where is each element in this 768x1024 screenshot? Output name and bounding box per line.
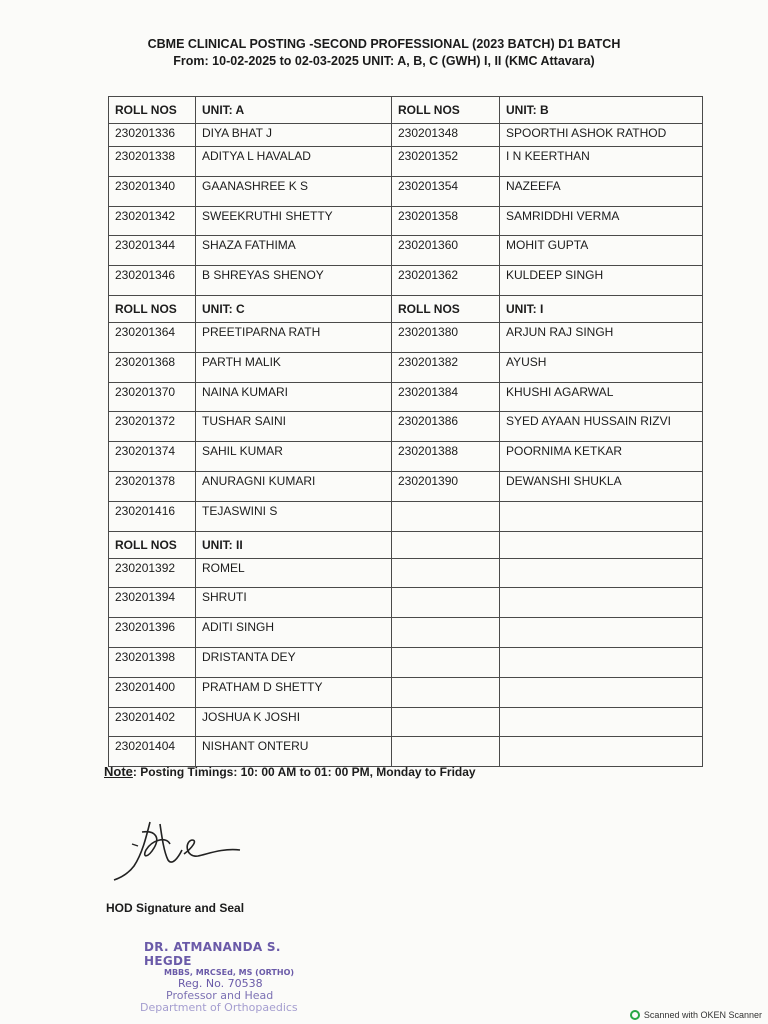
table-cell: 230201362 xyxy=(392,266,500,296)
table-row xyxy=(109,236,703,266)
table-cell: 230201390 xyxy=(392,471,500,501)
table-cell xyxy=(392,647,500,677)
table-cell: 230201348 xyxy=(392,124,500,147)
table-cell: 230201370 xyxy=(109,382,196,412)
table-cell: 230201342 xyxy=(109,206,196,236)
heading-line-1: CBME CLINICAL POSTING -SECOND PROFESSIONAL (2023 BATCH) D1 BATCH xyxy=(147,37,621,51)
note-label: Note xyxy=(104,764,133,779)
table-cell xyxy=(500,618,703,648)
table-cell xyxy=(500,677,703,707)
table-cell: 230201404 xyxy=(109,737,196,767)
table-cell: POORNIMA KETKAR xyxy=(500,442,703,472)
table-cell: 230201340 xyxy=(109,176,196,206)
table-row xyxy=(109,322,703,352)
table-cell: 230201400 xyxy=(109,677,196,707)
oken-scanner-icon xyxy=(630,1010,640,1020)
table-cell xyxy=(392,677,500,707)
document-heading xyxy=(0,36,768,70)
table-cell: ROLL NOS xyxy=(109,97,196,124)
table-row xyxy=(109,352,703,382)
table-cell: 230201394 xyxy=(109,588,196,618)
table-cell: KHUSHI AGARWAL xyxy=(500,382,703,412)
department-seal xyxy=(140,940,320,1014)
table-cell: PARTH MALIK xyxy=(196,352,392,382)
table-cell: 230201346 xyxy=(109,266,196,296)
table-row xyxy=(109,266,703,296)
table-cell: NAZEEFA xyxy=(500,176,703,206)
table-row xyxy=(109,588,703,618)
scanner-text: Scanned with OKEN Scanner xyxy=(643,1010,762,1020)
table-header-row xyxy=(109,97,703,124)
table-cell: ARJUN RAJ SINGH xyxy=(500,322,703,352)
table-row xyxy=(109,471,703,501)
table-cell xyxy=(500,707,703,737)
table-cell xyxy=(500,558,703,588)
table-cell xyxy=(392,588,500,618)
table-cell: I N KEERTHAN xyxy=(500,147,703,177)
table-cell: JOSHUA K JOSHI xyxy=(196,707,392,737)
heading-line-2: From: 10-02-2025 to 02-03-2025 UNIT: A, B, C (GWH) I, II (KMC Attavara) xyxy=(173,54,595,68)
table-cell xyxy=(392,501,500,531)
table-cell: PREETIPARNA RATH xyxy=(196,322,392,352)
seal-degrees: MBBS, MRCSEd, MS (ORTHO) xyxy=(164,968,295,977)
note-text: : Posting Timings: 10: 00 AM to 01: 00 PM, Monday to Friday xyxy=(132,765,476,779)
table-cell: UNIT: C xyxy=(196,295,392,322)
table-cell xyxy=(500,737,703,767)
table-cell: 230201344 xyxy=(109,236,196,266)
table-cell xyxy=(392,531,500,558)
table-cell: 230201336 xyxy=(109,124,196,147)
table-cell: SHRUTI xyxy=(196,588,392,618)
table-cell: DRISTANTA DEY xyxy=(196,647,392,677)
table-cell: 230201392 xyxy=(109,558,196,588)
seal-designation: Professor and Head xyxy=(166,989,274,1002)
table-cell: 230201388 xyxy=(392,442,500,472)
table-cell: 230201372 xyxy=(109,412,196,442)
table-cell xyxy=(500,531,703,558)
table-cell: UNIT: A xyxy=(196,97,392,124)
table-cell: 230201338 xyxy=(109,147,196,177)
table-cell: SPOORTHI ASHOK RATHOD xyxy=(500,124,703,147)
table-cell: 230201364 xyxy=(109,322,196,352)
table-cell: 230201368 xyxy=(109,352,196,382)
table-cell: 230201402 xyxy=(109,707,196,737)
table-cell: UNIT: II xyxy=(196,531,392,558)
table-cell: 230201382 xyxy=(392,352,500,382)
table-cell: 230201352 xyxy=(392,147,500,177)
table-row xyxy=(109,412,703,442)
table-row xyxy=(109,618,703,648)
scanner-watermark xyxy=(630,1010,762,1020)
table-row xyxy=(109,647,703,677)
table-cell: UNIT: B xyxy=(500,97,703,124)
table-cell: NAINA KUMARI xyxy=(196,382,392,412)
table-header-row xyxy=(109,531,703,558)
table-row xyxy=(109,206,703,236)
table-cell xyxy=(392,707,500,737)
table-row xyxy=(109,737,703,767)
seal-name: DR. ATMANANDA S. HEGDE xyxy=(144,940,281,968)
table-cell xyxy=(392,558,500,588)
table-cell: 230201384 xyxy=(392,382,500,412)
table-row xyxy=(109,501,703,531)
table-cell: 230201398 xyxy=(109,647,196,677)
table-cell: ANURAGNI KUMARI xyxy=(196,471,392,501)
table-cell xyxy=(392,737,500,767)
table-cell: 230201378 xyxy=(109,471,196,501)
table-cell xyxy=(500,501,703,531)
hod-signature-label: HOD Signature and Seal xyxy=(106,901,245,915)
table-cell: SYED AYAAN HUSSAIN RIZVI xyxy=(500,412,703,442)
table-cell: DEWANSHI SHUKLA xyxy=(500,471,703,501)
table-cell: MOHIT GUPTA xyxy=(500,236,703,266)
table-row xyxy=(109,442,703,472)
table-cell xyxy=(392,618,500,648)
table-cell: B SHREYAS SHENOY xyxy=(196,266,392,296)
seal-reg: Reg. No. 70538 xyxy=(178,977,263,990)
table-row xyxy=(109,558,703,588)
table-cell: AYUSH xyxy=(500,352,703,382)
table-cell: SAHIL KUMAR xyxy=(196,442,392,472)
table-cell: SWEEKRUTHI SHETTY xyxy=(196,206,392,236)
table-cell: 230201386 xyxy=(392,412,500,442)
table-cell: 230201354 xyxy=(392,176,500,206)
table-row xyxy=(109,147,703,177)
table-row xyxy=(109,124,703,147)
table-cell xyxy=(500,588,703,618)
table-cell: NISHANT ONTERU xyxy=(196,737,392,767)
table-cell: ROLL NOS xyxy=(392,97,500,124)
table-cell: ADITYA L HAVALAD xyxy=(196,147,392,177)
table-cell: 230201374 xyxy=(109,442,196,472)
table-cell xyxy=(500,647,703,677)
table-row xyxy=(109,176,703,206)
table-cell: UNIT: I xyxy=(500,295,703,322)
seal-department: Department of Orthopaedics xyxy=(140,1001,298,1014)
table-cell: 230201360 xyxy=(392,236,500,266)
table-cell: ROMEL xyxy=(196,558,392,588)
table-cell: 230201358 xyxy=(392,206,500,236)
table-row xyxy=(109,382,703,412)
hod-signature xyxy=(112,814,252,891)
table-cell: SAMRIDDHI VERMA xyxy=(500,206,703,236)
table-row xyxy=(109,707,703,737)
roster-body xyxy=(109,97,703,767)
table-cell: TEJASWINI S xyxy=(196,501,392,531)
table-cell: ROLL NOS xyxy=(392,295,500,322)
table-cell: 230201416 xyxy=(109,501,196,531)
table-cell: GAANASHREE K S xyxy=(196,176,392,206)
table-cell: SHAZA FATHIMA xyxy=(196,236,392,266)
table-row xyxy=(109,677,703,707)
posting-roster-table xyxy=(108,96,703,767)
table-cell: ROLL NOS xyxy=(109,531,196,558)
table-cell: TUSHAR SAINI xyxy=(196,412,392,442)
table-cell: DIYA BHAT J xyxy=(196,124,392,147)
posting-note xyxy=(104,764,476,779)
table-cell: 230201396 xyxy=(109,618,196,648)
table-cell: ADITI SINGH xyxy=(196,618,392,648)
table-cell: PRATHAM D SHETTY xyxy=(196,677,392,707)
table-cell: 230201380 xyxy=(392,322,500,352)
table-cell: ROLL NOS xyxy=(109,295,196,322)
table-header-row xyxy=(109,295,703,322)
table-cell: KULDEEP SINGH xyxy=(500,266,703,296)
